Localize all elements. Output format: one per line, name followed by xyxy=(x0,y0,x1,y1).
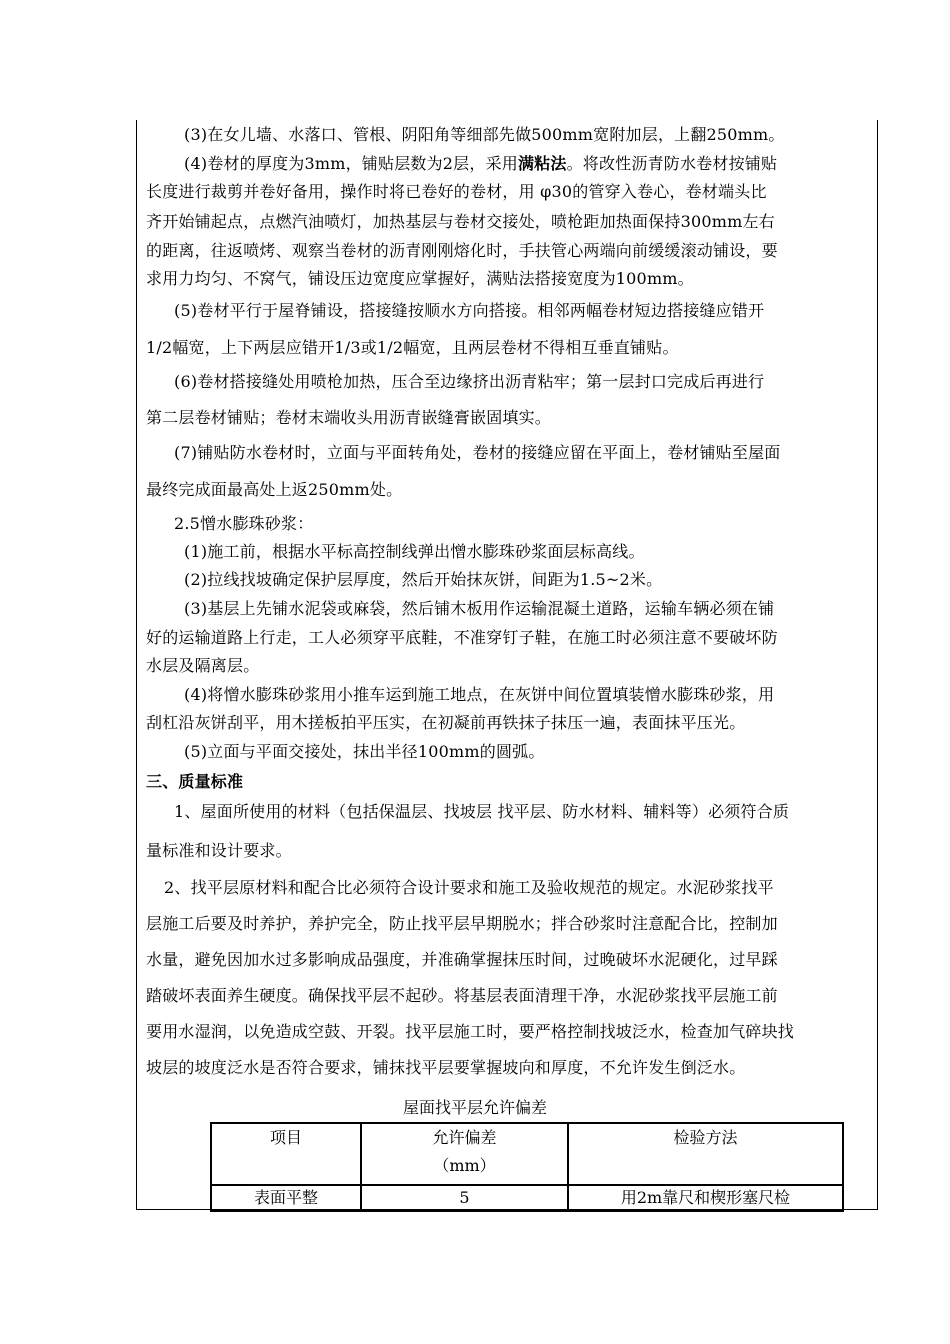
header-tolerance-label: 允许偏差 xyxy=(432,1128,497,1147)
text-line: 求用力均匀、不窝气，铺设压边宽度应掌握好，满贴法搭接宽度为100mm。 xyxy=(146,269,694,288)
text-line: 的距离，往返喷烤、观察当卷材的沥青刚刚熔化时，手扶管心两端向前缓缓滚动铺设，要 xyxy=(146,241,778,260)
text-line: (6)卷材搭接缝处用喷枪加热，压合至边缘挤出沥青粘牢；第一层封口完成后再进行 xyxy=(174,372,765,391)
text-line: 2.5憎水膨珠砂浆： xyxy=(174,514,314,533)
text-line: 1/2幅宽，上下两层应错开1/3或1/2幅宽，且两层卷材不得相互垂直铺贴。 xyxy=(146,338,679,357)
text-line: 要用水湿润，以免造成空鼓、开裂。找平层施工时，要严格控制找坡泛水，检查加气碎块找 xyxy=(146,1022,795,1041)
header-method: 检验方法 xyxy=(568,1123,843,1185)
text-line: 长度进行裁剪并卷好备用，操作时将已卷好的卷材，用 φ30的管穿入卷心，卷材端头比 xyxy=(146,182,767,201)
text-line: (7)铺贴防水卷材时，立面与平面转角处，卷材的接缝应留在平面上，卷材铺贴至屋面 xyxy=(174,443,781,462)
text-line: (3)在女儿墙、水落口、管根、阴阳角等细部先做500mm宽附加层，上翻250mm。 xyxy=(184,125,785,144)
text-line: (5)立面与平面交接处，抹出半径100mm的圆弧。 xyxy=(184,742,545,761)
text-line: 踏破坏表面养生硬度。确保找平层不起砂。将基层表面清理干净，水泥砂浆找平层施工前 xyxy=(146,986,778,1005)
text-line xyxy=(184,153,777,175)
header-tolerance-unit: （mm） xyxy=(433,1156,496,1175)
text-line: 好的运输道路上行走，工人必须穿平底鞋，不准穿钉子鞋，在施工时必须注意不要破坏防 xyxy=(146,628,778,647)
text-line: (4)将憎水膨珠砂浆用小推车运到施工地点，在灰饼中间位置填装憎水膨珠砂浆，用 xyxy=(184,685,775,704)
cell-tolerance: 5 xyxy=(361,1185,568,1211)
text-line: 层施工后要及时养护，养护完全，防止找平层早期脱水；拌合砂浆时注意配合比，控制加 xyxy=(146,914,778,933)
text-line: 最终完成面最高处上返250mm处。 xyxy=(146,480,403,499)
cell-method: 用2m靠尺和楔形塞尺检 xyxy=(568,1185,843,1211)
section-heading: 三、质量标准 xyxy=(146,772,244,791)
text-line: 第二层卷材铺贴；卷材末端收头用沥青嵌缝膏嵌固填实。 xyxy=(146,408,552,427)
text-line: 坡层的坡度泛水是否符合要求，铺抹找平层要掌握坡向和厚度，不允许发生倒泛水。 xyxy=(146,1058,746,1077)
cell-item: 表面平整 xyxy=(211,1185,361,1211)
text-line: 2、找平层原材料和配合比必须符合设计要求和施工及验收规范的规定。水泥砂浆找平 xyxy=(164,878,774,897)
table-caption: 屋面找平层允许偏差 xyxy=(402,1098,547,1117)
text-line: 1、屋面所使用的材料（包括保温层、找坡层 找平层、防水材料、辅料等）必须符合质 xyxy=(174,802,790,821)
text-segment: (4)卷材的厚度为3mm，铺贴层数为2层，采用 xyxy=(184,154,518,173)
text-line: 量标准和设计要求。 xyxy=(146,841,292,860)
text-line: 齐开始铺起点，点燃汽油喷灯，加热基层与卷材交接处，喷枪距加热面保持300mm左右 xyxy=(146,212,775,231)
text-segment: 。将改性沥青防水卷材按铺贴 xyxy=(566,154,778,173)
text-line: (5)卷材平行于屋脊铺设，搭接缝按顺水方向搭接。相邻两幅卷材短边搭接缝应错开 xyxy=(174,301,765,320)
text-line: (2)拉线找坡确定保护层厚度，然后开始抹灰饼，间距为1.5~2米。 xyxy=(184,570,663,589)
text-line: (1)施工前，根据水平标高控制线弹出憎水膨珠砂浆面层标高线。 xyxy=(184,542,645,561)
header-tolerance xyxy=(361,1123,568,1185)
deviation-table xyxy=(210,1122,844,1212)
text-line: (3)基层上先铺水泥袋或麻袋，然后铺木板用作运输混凝土道路，运输车辆必须在铺 xyxy=(184,599,775,618)
text-line: 水层及隔离层。 xyxy=(146,656,260,675)
text-line: 刮杠沿灰饼刮平，用木搓板拍平压实，在初凝前再铁抹子抹压一遍，表面抹平压光。 xyxy=(146,713,746,732)
header-item: 项目 xyxy=(211,1123,361,1185)
bold-term: 满粘法 xyxy=(517,154,567,173)
table-row xyxy=(211,1185,843,1211)
table-header-row xyxy=(211,1123,843,1185)
text-line: 水量，避免因加水过多影响成品强度，并准确掌握抹压时间，过晚破坏水泥硬化，过早踩 xyxy=(146,950,778,969)
